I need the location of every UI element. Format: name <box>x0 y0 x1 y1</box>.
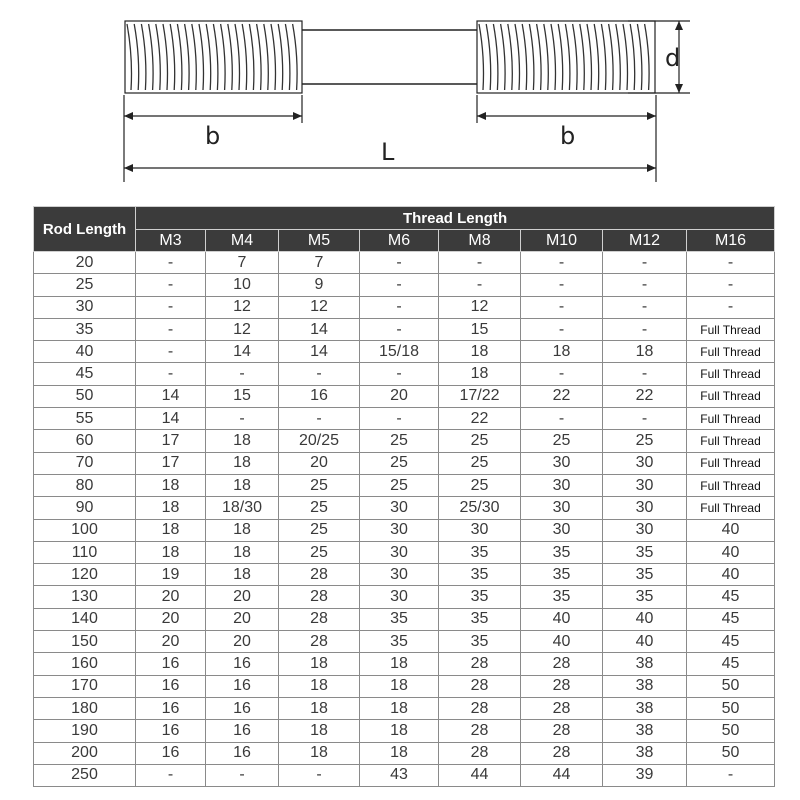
thread-length-cell: 18 <box>136 519 206 541</box>
thread-length-cell: 18 <box>136 541 206 563</box>
thread-length-cell: 38 <box>603 742 687 764</box>
rod-length-cell: 20 <box>34 252 136 274</box>
thread-length-cell: 18 <box>439 341 521 363</box>
thread-length-cell: - <box>687 274 775 296</box>
thread-length-cell: 18 <box>360 742 439 764</box>
table-row <box>34 586 775 608</box>
thread-length-cell: - <box>360 363 439 385</box>
rod-length-cell: 110 <box>34 541 136 563</box>
thread-length-cell: 20 <box>136 608 206 630</box>
rod-length-cell: 180 <box>34 697 136 719</box>
thread-length-cell: 44 <box>521 764 603 786</box>
thread-length-cell: 35 <box>439 541 521 563</box>
thread-length-cell: 50 <box>687 742 775 764</box>
rod-length-cell: 70 <box>34 452 136 474</box>
thread-length-cell: 18 <box>360 675 439 697</box>
thread-length-cell: 30 <box>603 497 687 519</box>
thread-length-cell: 7 <box>206 252 279 274</box>
thread-length-cell: 28 <box>439 720 521 742</box>
thread-length-cell: 50 <box>687 697 775 719</box>
rod-length-cell: 40 <box>34 341 136 363</box>
thread-length-cell: 16 <box>206 742 279 764</box>
diameter-label: d <box>665 44 681 72</box>
rod-length-cell: 35 <box>34 318 136 340</box>
thread-length-cell: 30 <box>360 519 439 541</box>
thread-length-cell: 35 <box>439 564 521 586</box>
thread-length-cell: - <box>136 764 206 786</box>
thread-length-cell: - <box>136 341 206 363</box>
thread-length-cell: 35 <box>439 586 521 608</box>
thread-length-cell: 35 <box>521 586 603 608</box>
rod-length-cell: 160 <box>34 653 136 675</box>
thread-length-cell: 18 <box>206 474 279 496</box>
thread-length-cell: 16 <box>206 653 279 675</box>
thread-length-cell: 18 <box>206 452 279 474</box>
thread-length-cell: 14 <box>206 341 279 363</box>
thread-length-cell: 18/30 <box>206 497 279 519</box>
thread-length-cell: Full Thread <box>687 474 775 496</box>
thread-length-cell: 30 <box>439 519 521 541</box>
rod-length-cell: 30 <box>34 296 136 318</box>
rod-length-cell: 100 <box>34 519 136 541</box>
thread-length-cell: Full Thread <box>687 363 775 385</box>
thread-length-cell: 12 <box>439 296 521 318</box>
thread-length-cell: 40 <box>603 608 687 630</box>
thread-length-cell: - <box>136 318 206 340</box>
thread-length-cell: 50 <box>687 720 775 742</box>
rod-length-cell: 190 <box>34 720 136 742</box>
thread-length-cell: 12 <box>279 296 360 318</box>
thread-length-cell: 20 <box>136 586 206 608</box>
thread-length-cell: 16 <box>206 697 279 719</box>
thread-length-cell: 22 <box>439 408 521 430</box>
thread-length-cell: 20 <box>360 385 439 407</box>
thread-length-cell: 18 <box>206 541 279 563</box>
thread-length-cell: 18 <box>439 363 521 385</box>
thread-length-cell: 50 <box>687 675 775 697</box>
thread-length-cell: 40 <box>687 564 775 586</box>
table-row <box>34 341 775 363</box>
rod-length-cell: 170 <box>34 675 136 697</box>
thread-length-cell: 43 <box>360 764 439 786</box>
table-row <box>34 653 775 675</box>
thread-length-cell: 35 <box>360 608 439 630</box>
table-row <box>34 408 775 430</box>
thread-length-cell: 15 <box>206 385 279 407</box>
thread-length-cell: 18 <box>521 341 603 363</box>
thread-length-cell: 18 <box>279 742 360 764</box>
thread-length-cell: - <box>603 318 687 340</box>
thread-length-cell: - <box>360 318 439 340</box>
thread-length-cell: - <box>687 764 775 786</box>
thread-length-cell: 39 <box>603 764 687 786</box>
thread-length-cell: 25 <box>279 474 360 496</box>
thread-length-cell: 40 <box>687 541 775 563</box>
thread-length-cell: 17/22 <box>439 385 521 407</box>
thread-length-cell: - <box>206 408 279 430</box>
size-header: M3 <box>136 230 206 252</box>
thread-length-cell: 12 <box>206 296 279 318</box>
thread-length-cell: 30 <box>603 452 687 474</box>
table-row <box>34 385 775 407</box>
table-row <box>34 608 775 630</box>
thread-length-cell: 28 <box>279 631 360 653</box>
thread-length-cell: 28 <box>439 653 521 675</box>
thread-length-cell: 25 <box>439 452 521 474</box>
thread-length-cell: 25 <box>521 430 603 452</box>
table-row <box>34 541 775 563</box>
thread-length-cell: Full Thread <box>687 452 775 474</box>
thread-length-cell: 22 <box>521 385 603 407</box>
size-header: M6 <box>360 230 439 252</box>
rod-length-cell: 130 <box>34 586 136 608</box>
rod-length-cell: 25 <box>34 274 136 296</box>
thread-length-cell: 28 <box>279 608 360 630</box>
thread-length-cell: 25 <box>603 430 687 452</box>
thread-length-cell: 7 <box>279 252 360 274</box>
thread-length-cell: 18 <box>136 497 206 519</box>
thread-length-cell: Full Thread <box>687 430 775 452</box>
thread-length-cell: 40 <box>687 519 775 541</box>
thread-length-cell: - <box>206 363 279 385</box>
rod-length-cell: 120 <box>34 564 136 586</box>
thread-length-cell: 35 <box>603 564 687 586</box>
thread-length-cell: 28 <box>521 720 603 742</box>
thread-length-cell: 44 <box>439 764 521 786</box>
thread-length-cell: 38 <box>603 675 687 697</box>
thread-length-cell: 16 <box>136 742 206 764</box>
thread-length-cell: Full Thread <box>687 385 775 407</box>
rod-length-cell: 50 <box>34 385 136 407</box>
thread-length-cell: 28 <box>521 675 603 697</box>
thread-length-cell: - <box>136 296 206 318</box>
thread-length-cell: 19 <box>136 564 206 586</box>
thread-length-cell: 28 <box>521 697 603 719</box>
table-row <box>34 720 775 742</box>
thread-length-cell: 30 <box>521 452 603 474</box>
table-row <box>34 564 775 586</box>
thread-length-cell: 28 <box>279 586 360 608</box>
thread-length-cell: - <box>279 363 360 385</box>
thread-length-cell: 28 <box>439 675 521 697</box>
thread-length-cell: 18 <box>206 519 279 541</box>
thread-length-cell: 30 <box>603 474 687 496</box>
thread-length-cell: 20/25 <box>279 430 360 452</box>
thread-length-cell: 30 <box>360 564 439 586</box>
thread-length-cell: - <box>603 296 687 318</box>
thread-length-cell: - <box>360 274 439 296</box>
table-row <box>34 675 775 697</box>
thread-length-cell: 28 <box>521 742 603 764</box>
table-body <box>34 252 775 787</box>
thread-length-cell: 18 <box>603 341 687 363</box>
size-header: M16 <box>687 230 775 252</box>
size-header: M4 <box>206 230 279 252</box>
thread-length-cell: Full Thread <box>687 408 775 430</box>
table-row <box>34 474 775 496</box>
thread-length-cell: - <box>206 764 279 786</box>
stud-bolt-diagram <box>0 0 800 200</box>
thread-length-cell: 30 <box>521 519 603 541</box>
thread-length-cell: 25 <box>439 430 521 452</box>
thread-length-cell: 18 <box>360 697 439 719</box>
table-row <box>34 742 775 764</box>
rod-length-cell: 150 <box>34 631 136 653</box>
thread-length-cell: 14 <box>136 385 206 407</box>
right-thread-section <box>477 21 655 93</box>
thread-length-cell: 9 <box>279 274 360 296</box>
thread-length-header: Thread Length <box>136 207 775 230</box>
thread-length-cell: 30 <box>521 474 603 496</box>
thread-length-cell: 17 <box>136 430 206 452</box>
thread-length-cell: - <box>360 296 439 318</box>
table-row <box>34 631 775 653</box>
thread-length-cell: - <box>360 252 439 274</box>
thread-length-cell: 38 <box>603 720 687 742</box>
thread-length-cell: 38 <box>603 697 687 719</box>
thread-length-cell: 40 <box>521 608 603 630</box>
thread-length-cell: 38 <box>603 653 687 675</box>
table-row <box>34 318 775 340</box>
thread-length-cell: 25/30 <box>439 497 521 519</box>
thread-length-cell: 18 <box>360 653 439 675</box>
size-header-row <box>34 230 775 252</box>
thread-length-cell: 18 <box>360 720 439 742</box>
thread-length-cell: - <box>521 318 603 340</box>
thread-length-cell: 35 <box>439 608 521 630</box>
thread-length-cell: 16 <box>206 720 279 742</box>
thread-length-cell: 35 <box>439 631 521 653</box>
thread-length-cell: 25 <box>439 474 521 496</box>
thread-length-table <box>33 206 775 787</box>
rod-length-cell: 250 <box>34 764 136 786</box>
thread-length-cell: 35 <box>603 541 687 563</box>
thread-length-cell: 16 <box>136 675 206 697</box>
rod-length-cell: 200 <box>34 742 136 764</box>
thread-length-cell: 20 <box>206 586 279 608</box>
thread-length-cell: 30 <box>521 497 603 519</box>
size-header: M12 <box>603 230 687 252</box>
size-header: M8 <box>439 230 521 252</box>
thread-length-cell: 16 <box>136 720 206 742</box>
thread-length-cell: 18 <box>206 564 279 586</box>
left-thread-section <box>125 21 302 93</box>
thread-length-cell: 35 <box>521 564 603 586</box>
thread-length-cell: 35 <box>603 586 687 608</box>
thread-length-cell: 22 <box>603 385 687 407</box>
size-header: M5 <box>279 230 360 252</box>
thread-length-cell: 16 <box>136 653 206 675</box>
thread-length-cell: 40 <box>521 631 603 653</box>
thread-length-cell: - <box>136 363 206 385</box>
table-row <box>34 363 775 385</box>
thread-length-cell: 20 <box>136 631 206 653</box>
thread-length-cell: - <box>521 363 603 385</box>
table-row <box>34 764 775 786</box>
thread-length-cell: 14 <box>279 341 360 363</box>
thread-length-cell: 30 <box>360 586 439 608</box>
thread-length-cell: - <box>603 274 687 296</box>
thread-length-cell: 20 <box>279 452 360 474</box>
thread-length-cell: - <box>279 408 360 430</box>
thread-length-cell: 20 <box>206 608 279 630</box>
thread-length-cell: 14 <box>136 408 206 430</box>
thread-length-cell: - <box>687 252 775 274</box>
thread-length-cell: 18 <box>279 653 360 675</box>
thread-length-cell: 18 <box>279 697 360 719</box>
table-row <box>34 296 775 318</box>
table-row <box>34 252 775 274</box>
thread-length-cell: 28 <box>279 564 360 586</box>
thread-length-cell: 18 <box>279 720 360 742</box>
rod-length-cell: 80 <box>34 474 136 496</box>
thread-length-cell: 12 <box>206 318 279 340</box>
thread-length-cell: 28 <box>439 697 521 719</box>
thread-length-cell: 15 <box>439 318 521 340</box>
thread-length-cell: 20 <box>206 631 279 653</box>
thread-length-cell: - <box>439 274 521 296</box>
table-row <box>34 519 775 541</box>
rod-length-cell: 140 <box>34 608 136 630</box>
thread-length-cell: 28 <box>521 653 603 675</box>
thread-length-cell: 25 <box>279 541 360 563</box>
thread-length-cell: 17 <box>136 452 206 474</box>
thread-length-cell: 25 <box>279 519 360 541</box>
thread-length-cell: 40 <box>603 631 687 653</box>
thread-length-cell: 30 <box>360 497 439 519</box>
thread-length-cell: - <box>136 252 206 274</box>
thread-length-cell: 45 <box>687 653 775 675</box>
thread-length-cell: 35 <box>360 631 439 653</box>
rod-length-header: Rod Length <box>34 207 136 252</box>
thread-length-cell: - <box>687 296 775 318</box>
thread-length-cell: - <box>521 274 603 296</box>
thread-length-cell: 25 <box>360 474 439 496</box>
thread-length-cell: 16 <box>279 385 360 407</box>
rod-length-cell: 45 <box>34 363 136 385</box>
total-length-label: L <box>381 138 395 166</box>
rod-length-cell: 55 <box>34 408 136 430</box>
thread-length-cell: 30 <box>603 519 687 541</box>
table-row <box>34 497 775 519</box>
thread-length-cell: 35 <box>521 541 603 563</box>
thread-length-cell: 18 <box>206 430 279 452</box>
thread-length-cell: 25 <box>360 430 439 452</box>
thread-length-cell: 10 <box>206 274 279 296</box>
rod-length-cell: 90 <box>34 497 136 519</box>
thread-length-cell: 25 <box>279 497 360 519</box>
thread-length-cell: - <box>603 363 687 385</box>
thread-length-cell: 15/18 <box>360 341 439 363</box>
left-thread-length-label: b <box>205 122 221 150</box>
table-row <box>34 430 775 452</box>
thread-length-cell: 16 <box>206 675 279 697</box>
table-row <box>34 697 775 719</box>
thread-length-cell: Full Thread <box>687 497 775 519</box>
thread-length-cell: 25 <box>360 452 439 474</box>
thread-length-cell: Full Thread <box>687 341 775 363</box>
thread-length-cell: 45 <box>687 586 775 608</box>
thread-length-cell: - <box>603 408 687 430</box>
thread-length-cell: - <box>360 408 439 430</box>
thread-length-cell: 18 <box>136 474 206 496</box>
thread-length-cell: - <box>603 252 687 274</box>
thread-length-cell: - <box>136 274 206 296</box>
thread-length-cell: - <box>279 764 360 786</box>
table-row <box>34 452 775 474</box>
thread-length-cell: - <box>521 252 603 274</box>
thread-length-cell: 18 <box>279 675 360 697</box>
thread-length-cell: - <box>521 408 603 430</box>
thread-length-cell: - <box>439 252 521 274</box>
thread-length-cell: 28 <box>439 742 521 764</box>
thread-length-cell: 45 <box>687 631 775 653</box>
rod-length-cell: 60 <box>34 430 136 452</box>
thread-length-cell: 16 <box>136 697 206 719</box>
right-thread-length-label: b <box>560 122 576 150</box>
thread-length-cell: - <box>521 296 603 318</box>
thread-length-cell: 45 <box>687 608 775 630</box>
thread-length-cell: Full Thread <box>687 318 775 340</box>
thread-length-cell: 30 <box>360 541 439 563</box>
table-row <box>34 274 775 296</box>
size-header: M10 <box>521 230 603 252</box>
thread-length-cell: 14 <box>279 318 360 340</box>
